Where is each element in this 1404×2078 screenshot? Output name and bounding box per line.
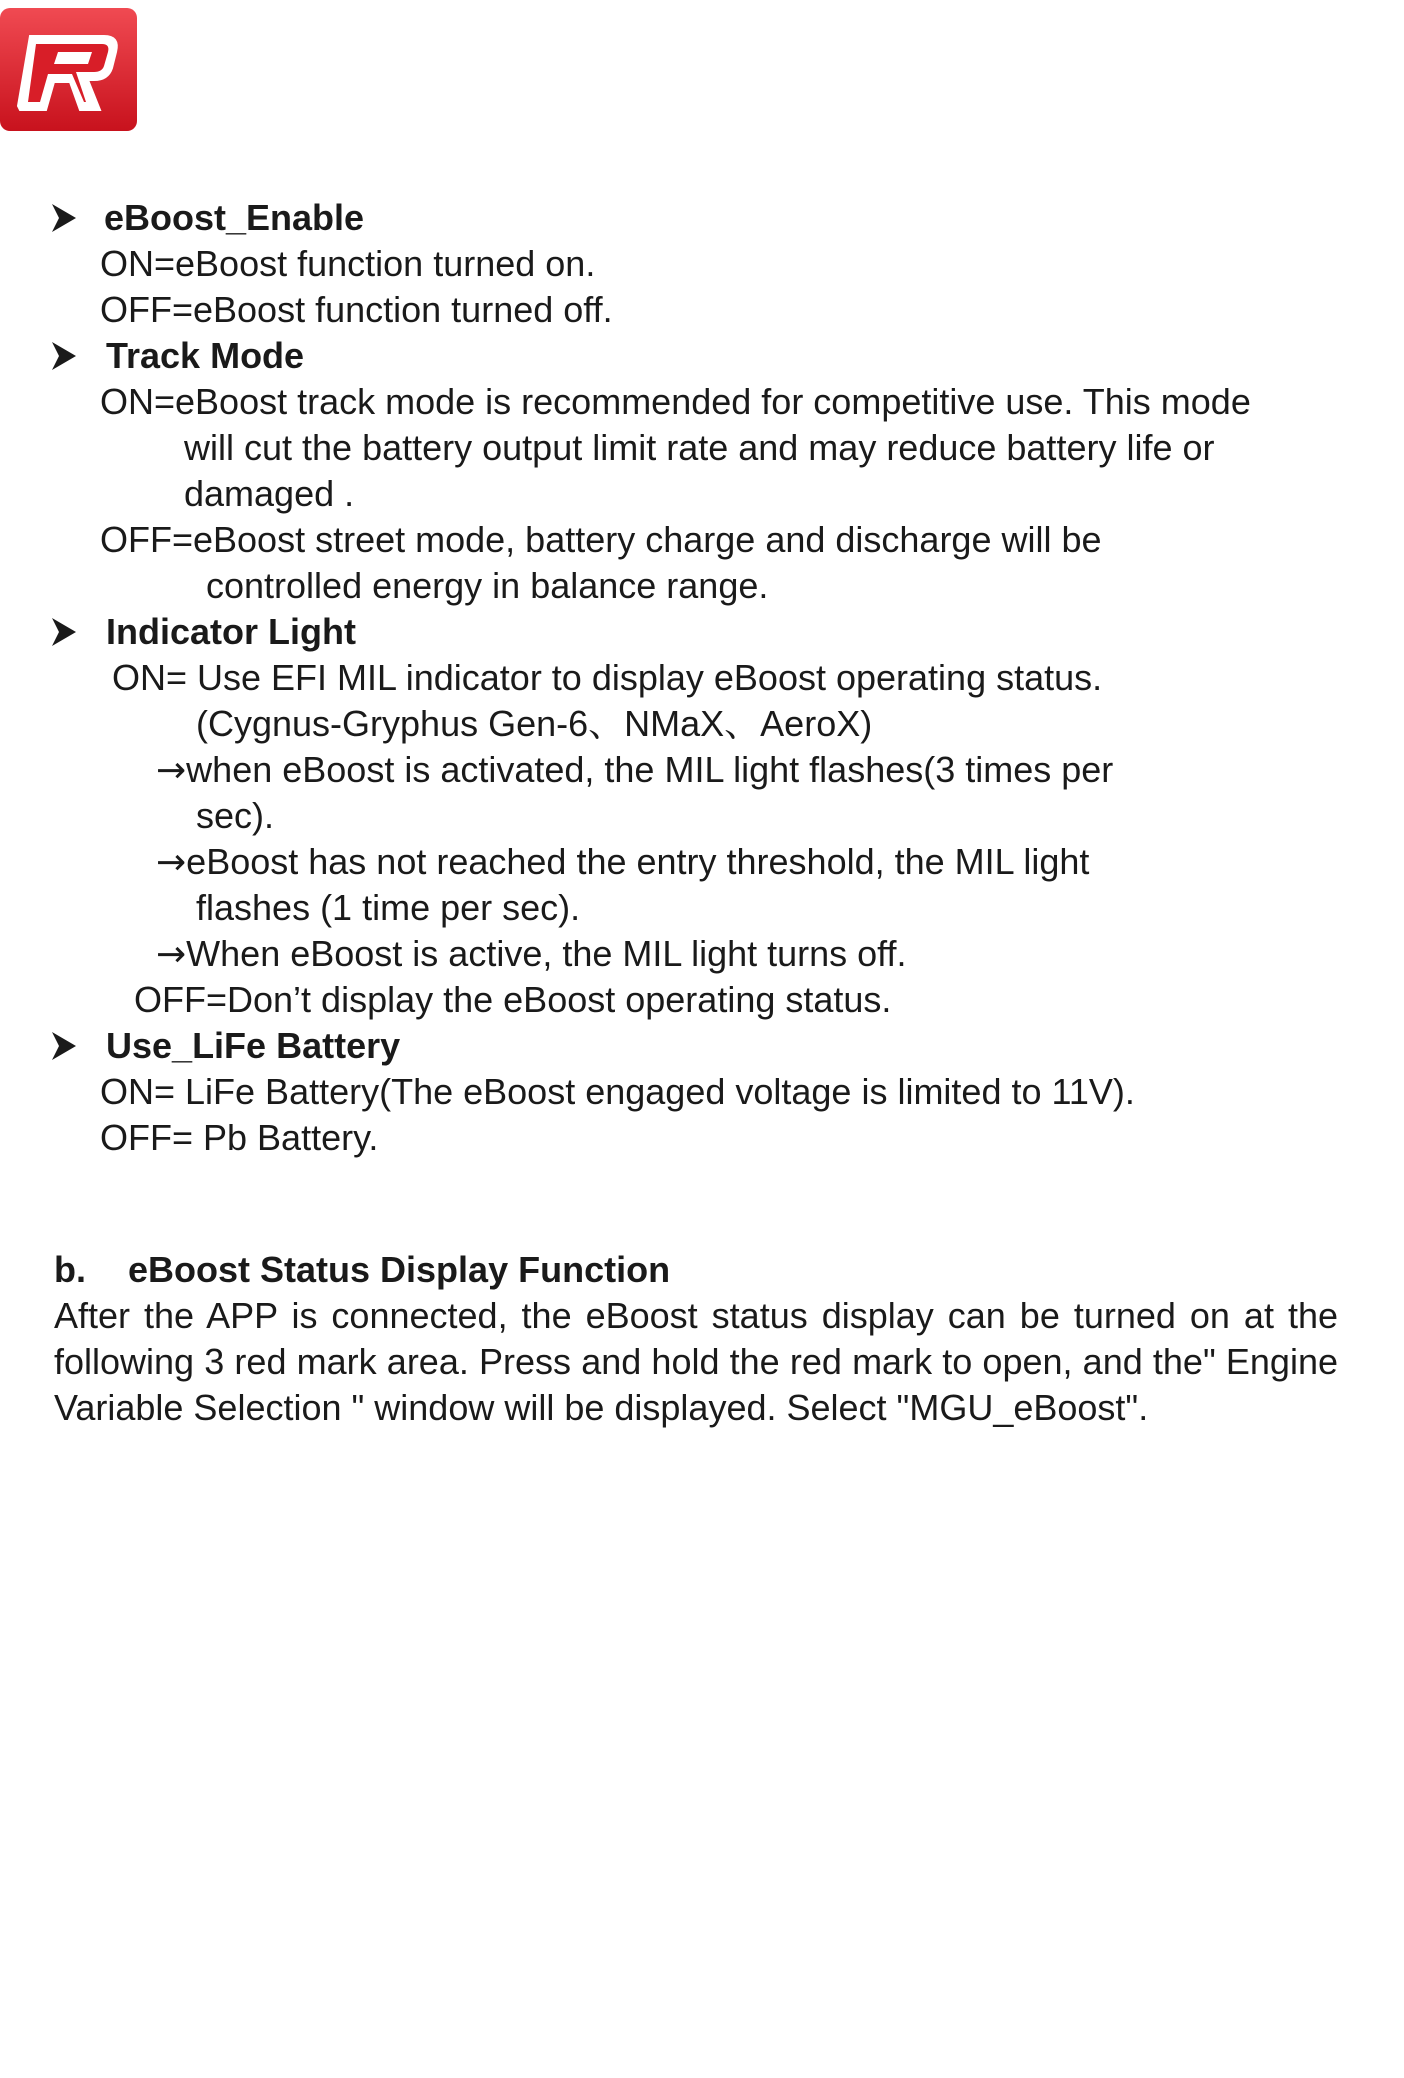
use-life-battery-heading: Use_LiFe Battery [106,1025,401,1066]
eboost-enable-heading: eBoost_Enable [104,197,365,238]
indicator-item-2-cont: flashes (1 time per sec). [196,887,581,928]
arrowhead-bullet-icon [50,616,78,648]
status-display-heading: eBoost Status Display Function [128,1249,671,1290]
track-mode-off-line-2: controlled energy in balance range. [206,565,769,606]
track-mode-off-line-1: OFF=eBoost street mode, battery charge and discharge will be [100,519,1102,560]
use-life-battery-off: OFF= Pb Battery. [100,1117,379,1158]
eboost-enable-off: OFF=eBoost function turned off. [100,289,613,330]
indicator-light-heading: Indicator Light [106,611,356,652]
right-arrow-icon: → [156,750,187,791]
eboost-enable-on: ON=eBoost function turned on. [100,243,596,284]
indicator-item-2 [156,839,1089,885]
indicator-item-1-cont: sec). [196,795,275,836]
indicator-light-on-line-1: ON= Use EFI MIL indicator to display eBoost operating status. [112,657,1103,698]
track-mode-on-line-1: ON=eBoost track mode is recommended for competitive use. This mode [100,381,1251,422]
indicator-item-1-text: when eBoost is activated, the MIL light flashes(3 times per [186,749,1114,790]
arrowhead-bullet-icon [50,340,78,372]
indicator-item-2-text: eBoost has not reached the entry threshold, the MIL light [186,841,1090,882]
track-mode-on-line-3: damaged . [184,473,355,514]
indicator-item-3-text: When eBoost is active, the MIL light turns off. [186,933,907,974]
right-arrow-icon: → [156,934,187,975]
indicator-light-on-line-2: (Cygnus-Gryphus Gen-6、NMaX、AeroX) [196,703,873,744]
use-life-battery-on: ON= LiFe Battery(The eBoost engaged voltage is limited to 11V). [100,1071,1135,1112]
status-display-marker: b. [54,1249,86,1290]
indicator-light-off: OFF=Don’t display the eBoost operating status. [134,979,892,1020]
track-mode-on-line-2: will cut the battery output limit rate and may reduce battery life or [184,427,1215,468]
arrowhead-bullet-icon [50,1030,78,1062]
track-mode-heading: Track Mode [106,335,305,376]
brand-logo [0,8,137,131]
right-arrow-icon: → [156,842,187,883]
arrowhead-bullet-icon [50,202,78,234]
indicator-item-1 [156,747,1113,793]
status-display-paragraph: After the APP is connected, the eBoost status display can be turned on at the following 3 red mark area. Press and hold the red mark to open, and the" Engine Variable Selection " window will be displayed. Select "MGU_eBoost". [54,1295,1338,1428]
indicator-item-3 [156,931,907,977]
